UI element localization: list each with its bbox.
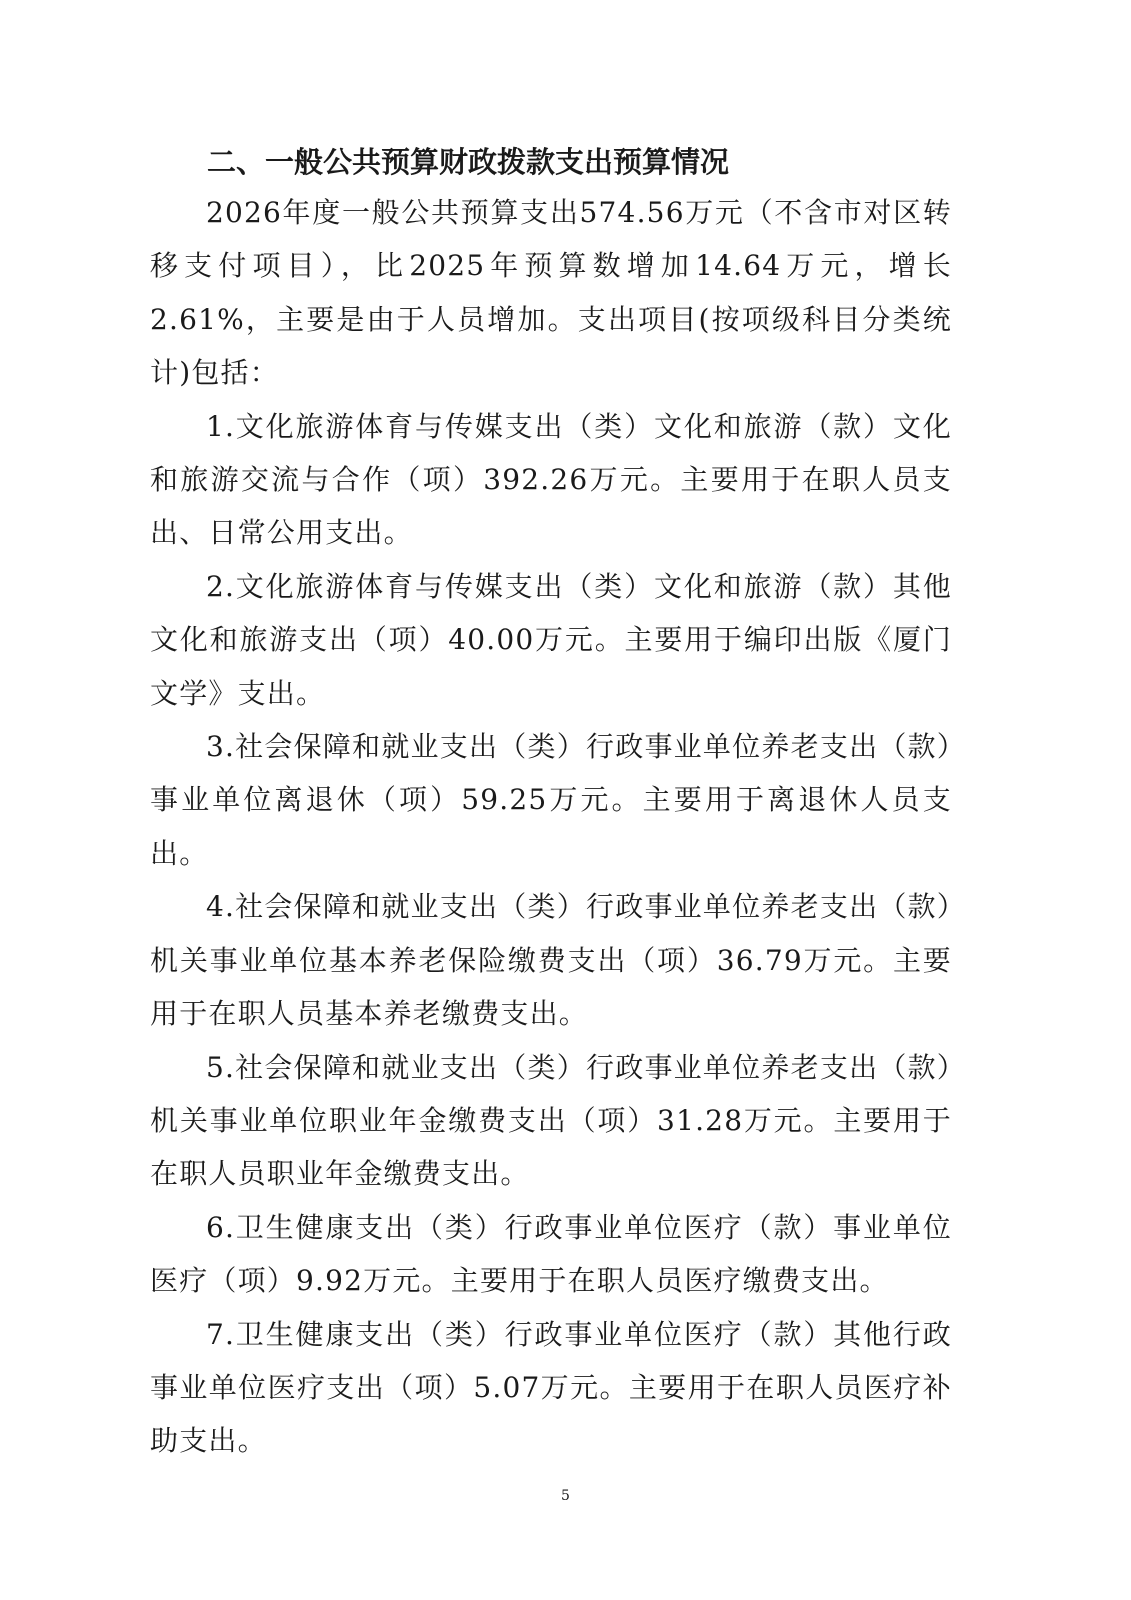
section-heading: 二、一般公共预算财政拨款支出预算情况 bbox=[207, 145, 730, 179]
paragraph-item-3: 3.社会保障和就业支出（类）行政事业单位养老支出（款）事业单位离退休（项）59.25万元。主要用于离退休人员支出。 bbox=[150, 730, 952, 870]
paragraph-item-5: 5.社会保障和就业支出（类）行政事业单位养老支出（款）机关事业单位职业年金缴费支出（项）31.28万元。主要用于在职人员职业年金缴费支出。 bbox=[150, 1050, 952, 1191]
paragraph-item-2: 2.文化旅游体育与传媒支出（类）文化和旅游（款）其他文化和旅游支出（项）40.00万元。主要用于编印出版《厦门文学》支出。 bbox=[150, 569, 952, 710]
paragraph-summary: 2026年度一般公共预算支出574.56万元（不含市对区转移支付项目），比2025年预算数增加14.64万元，增长2.61%，主要是由于人员增加。支出项目(按项级科目分类统计)包括： bbox=[150, 196, 952, 390]
paragraph-item-7: 7.卫生健康支出（类）行政事业单位医疗（款）其他行政事业单位医疗支出（项）5.07万元。主要用于在职人员医疗补助支出。 bbox=[150, 1317, 952, 1458]
body-text bbox=[150, 186, 952, 1468]
page-number: 5 bbox=[561, 1488, 570, 1504]
paragraph-item-6: 6.卫生健康支出（类）行政事业单位医疗（款）事业单位医疗（项）9.92万元。主要用于在职人员医疗缴费支出。 bbox=[150, 1210, 952, 1298]
paragraph-item-1: 1.文化旅游体育与传媒支出（类）文化和旅游（款）文化和旅游交流与合作（项）392.26万元。主要用于在职人员支出、日常公用支出。 bbox=[150, 409, 952, 550]
paragraph-item-4: 4.社会保障和就业支出（类）行政事业单位养老支出（款）机关事业单位基本养老保险缴费支出（项）36.79万元。主要用于在职人员基本养老缴费支出。 bbox=[150, 890, 952, 1031]
